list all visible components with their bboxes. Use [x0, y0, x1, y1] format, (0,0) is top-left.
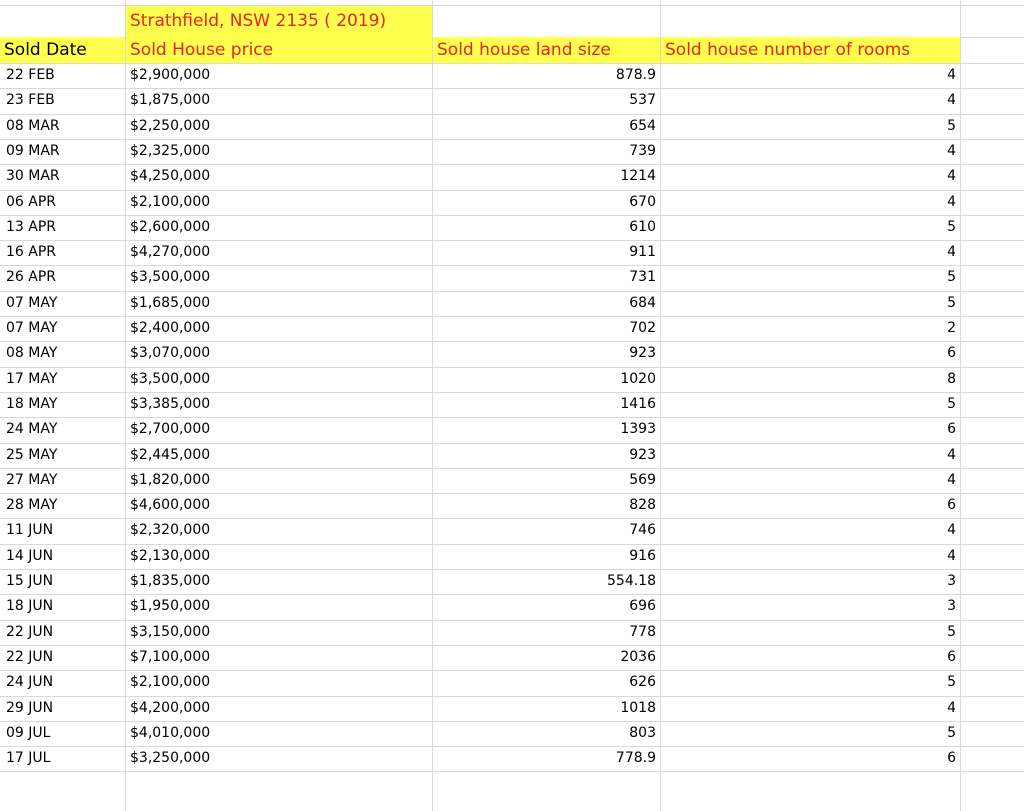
table-row: [0, 417, 1024, 442]
cell-sold-price[interactable]: $2,400,000: [130, 320, 211, 336]
table-row: [0, 721, 1024, 746]
cell-rooms[interactable]: 5: [947, 294, 956, 311]
cell-sold-date[interactable]: 09 MAR: [6, 142, 60, 159]
cell-sold-price[interactable]: $4,600,000: [130, 497, 211, 514]
table-row: [0, 341, 1024, 366]
cell-sold-price[interactable]: $2,100,000: [130, 674, 211, 691]
table-row: [0, 645, 1024, 670]
table-row: [0, 620, 1024, 645]
cell-rooms[interactable]: 3: [947, 598, 956, 615]
cell-rooms[interactable]: 5: [947, 218, 956, 235]
table-row: [0, 493, 1024, 518]
cell-rooms[interactable]: 4: [947, 92, 956, 109]
cell-rooms[interactable]: 4: [947, 244, 956, 261]
cell-land-size[interactable]: 684: [629, 294, 656, 311]
cell-rooms[interactable]: 4: [947, 471, 956, 488]
cell-sold-price[interactable]: $3,500,000: [130, 370, 211, 387]
cell-land-size[interactable]: 739: [629, 142, 656, 159]
cell-rooms[interactable]: 4: [947, 522, 956, 539]
cell-land-size[interactable]: 731: [629, 269, 656, 286]
cell-land-size[interactable]: 2036: [620, 648, 656, 665]
cell-rooms[interactable]: 4: [947, 446, 956, 463]
cell-sold-date[interactable]: 16 APR: [6, 244, 57, 261]
cell-land-size[interactable]: 803: [629, 724, 656, 741]
cell-land-size[interactable]: 923: [629, 345, 656, 362]
cell-land-size[interactable]: 554.18: [607, 573, 656, 589]
sheet-title-cell[interactable]: [126, 6, 432, 37]
cell-rooms[interactable]: 4: [947, 547, 956, 564]
header-rooms[interactable]: [661, 37, 960, 63]
table-row: [0, 190, 1024, 215]
sheet-title: Strathfield, NSW 2135 ( 2019): [130, 11, 387, 31]
row-divider: [0, 771, 1024, 772]
table-row: [0, 392, 1024, 417]
cell-sold-price[interactable]: $1,835,000: [130, 573, 211, 589]
cell-sold-price[interactable]: $2,600,000: [130, 218, 211, 235]
cell-sold-price[interactable]: $2,445,000: [130, 446, 211, 463]
cell-sold-date[interactable]: 30 MAR: [6, 168, 60, 185]
table-row: [0, 696, 1024, 721]
cell-sold-date[interactable]: 24 JUN: [6, 674, 54, 691]
cell-rooms[interactable]: 6: [947, 648, 956, 665]
cell-rooms[interactable]: 8: [947, 370, 956, 387]
cell-land-size[interactable]: 778: [629, 623, 656, 640]
table-row: [0, 443, 1024, 468]
cell-land-size[interactable]: 911: [629, 244, 656, 261]
table-row: [0, 746, 1024, 771]
table-row: [0, 569, 1024, 594]
cell-sold-date[interactable]: 24 MAY: [6, 421, 58, 438]
table-row: [0, 240, 1024, 265]
cell-sold-date[interactable]: 27 MAY: [6, 471, 58, 488]
cell-sold-price[interactable]: $3,070,000: [130, 345, 211, 362]
cell-sold-price[interactable]: $2,100,000: [130, 193, 211, 210]
cell-sold-date[interactable]: 22 JUN: [6, 623, 54, 640]
cell-sold-date[interactable]: 15 JUN: [6, 573, 54, 589]
table-row: [0, 291, 1024, 316]
table-row: [0, 114, 1024, 139]
cell-rooms[interactable]: 5: [947, 117, 956, 134]
cell-sold-price[interactable]: $4,010,000: [130, 724, 211, 741]
table-row: [0, 670, 1024, 695]
cell-sold-price[interactable]: $1,820,000: [130, 471, 211, 488]
cell-rooms[interactable]: 5: [947, 724, 956, 741]
cell-sold-price[interactable]: $2,250,000: [130, 117, 211, 134]
cell-sold-price[interactable]: $2,130,000: [130, 547, 211, 564]
cell-rooms[interactable]: 5: [947, 395, 956, 412]
cell-land-size[interactable]: 696: [629, 598, 656, 615]
cell-land-size[interactable]: 923: [629, 446, 656, 463]
table-row: [0, 88, 1024, 113]
cell-land-size[interactable]: 1214: [620, 168, 656, 185]
cell-sold-date[interactable]: 18 MAY: [6, 395, 58, 412]
table-row: [0, 164, 1024, 189]
table-row: [0, 215, 1024, 240]
cell-sold-price[interactable]: $2,700,000: [130, 421, 211, 438]
header-sold-price[interactable]: [126, 37, 432, 63]
cell-sold-date[interactable]: 17 MAY: [6, 370, 58, 387]
table-row: [0, 367, 1024, 392]
cell-sold-date[interactable]: 06 APR: [6, 193, 57, 210]
cell-sold-date[interactable]: 28 MAY: [6, 497, 58, 514]
cell-sold-price[interactable]: $4,200,000: [130, 699, 211, 716]
cell-rooms[interactable]: 5: [947, 623, 956, 640]
cell-sold-price[interactable]: $2,325,000: [130, 142, 211, 159]
header-land-size[interactable]: [433, 37, 660, 63]
table-row: [0, 544, 1024, 569]
cell-rooms[interactable]: 4: [947, 168, 956, 185]
cell-sold-date[interactable]: 14 JUN: [6, 547, 54, 564]
cell-sold-price[interactable]: $3,500,000: [130, 269, 211, 286]
table-row: [0, 139, 1024, 164]
cell-land-size[interactable]: 610: [629, 218, 656, 235]
cell-sold-price[interactable]: $3,150,000: [130, 623, 211, 640]
cell-sold-date[interactable]: 08 MAY: [6, 345, 58, 362]
cell-land-size[interactable]: 1393: [620, 421, 656, 438]
cell-rooms[interactable]: 4: [947, 67, 956, 83]
cell-sold-price[interactable]: $2,320,000: [130, 522, 211, 539]
cell-sold-price[interactable]: $7,100,000: [130, 648, 211, 665]
cell-land-size[interactable]: 878.9: [615, 67, 656, 83]
cell-sold-date[interactable]: 09 JUL: [6, 724, 51, 741]
cell-rooms[interactable]: 4: [947, 699, 956, 716]
table-row: [0, 265, 1024, 290]
cell-sold-date[interactable]: 13 APR: [6, 218, 57, 235]
cell-rooms[interactable]: 6: [947, 345, 956, 362]
cell-land-size[interactable]: 569: [629, 471, 656, 488]
table-row: [0, 518, 1024, 543]
cell-rooms[interactable]: 6: [947, 750, 956, 767]
cell-land-size[interactable]: 916: [629, 547, 656, 564]
cell-land-size[interactable]: 1020: [620, 370, 656, 387]
cell-sold-date[interactable]: 17 JUL: [6, 750, 51, 767]
header-land-size-label: Sold house land size: [437, 40, 611, 60]
cell-land-size[interactable]: 828: [629, 497, 656, 514]
cell-sold-price[interactable]: $1,685,000: [130, 294, 211, 311]
cell-sold-date[interactable]: 08 MAR: [6, 117, 60, 134]
cell-land-size[interactable]: 746: [629, 522, 656, 539]
cell-rooms[interactable]: 5: [947, 269, 956, 286]
table-row: [0, 594, 1024, 619]
cell-land-size[interactable]: 1018: [620, 699, 656, 716]
cell-sold-price[interactable]: $1,950,000: [130, 598, 211, 615]
header-sold-date[interactable]: [0, 37, 125, 63]
cell-sold-date[interactable]: 23 FEB: [6, 92, 55, 109]
cell-sold-price[interactable]: $3,250,000: [130, 750, 211, 767]
cell-sold-price[interactable]: $1,875,000: [130, 92, 211, 109]
cell-sold-price[interactable]: $4,270,000: [130, 244, 211, 261]
cell-sold-date[interactable]: 18 JUN: [6, 598, 54, 615]
cell-rooms[interactable]: 4: [947, 142, 956, 159]
cell-land-size[interactable]: 670: [629, 193, 656, 210]
table-row: [0, 63, 1024, 88]
header-sold-price-label: Sold House price: [130, 40, 274, 60]
cell-rooms[interactable]: 2: [947, 320, 956, 336]
table-row: [0, 468, 1024, 493]
cell-rooms[interactable]: 6: [947, 497, 956, 514]
cell-land-size[interactable]: 654: [629, 117, 656, 134]
cell-land-size[interactable]: 778.9: [615, 750, 656, 767]
cell-rooms[interactable]: 4: [947, 193, 956, 210]
cell-sold-date[interactable]: 26 APR: [6, 269, 57, 286]
cell-sold-date[interactable]: 07 MAY: [6, 294, 58, 311]
cell-sold-date[interactable]: 25 MAY: [6, 446, 58, 463]
cell-sold-price[interactable]: $4,250,000: [130, 168, 211, 185]
cell-land-size[interactable]: 1416: [620, 395, 656, 412]
cell-rooms[interactable]: 5: [947, 674, 956, 691]
header-rooms-label: Sold house number of rooms: [665, 40, 911, 60]
cell-sold-price[interactable]: $3,385,000: [130, 395, 211, 412]
cell-sold-date[interactable]: 07 MAY: [6, 320, 58, 336]
cell-land-size[interactable]: 537: [629, 92, 656, 109]
table-row: [0, 316, 1024, 341]
cell-sold-date[interactable]: 29 JUN: [6, 699, 54, 716]
cell-land-size[interactable]: 626: [629, 674, 656, 691]
cell-rooms[interactable]: 6: [947, 421, 956, 438]
cell-land-size[interactable]: 702: [629, 320, 656, 336]
header-sold-date-label: Sold Date: [4, 40, 87, 60]
cell-sold-date[interactable]: 11 JUN: [6, 522, 54, 539]
cell-rooms[interactable]: 3: [947, 573, 956, 589]
cell-sold-date[interactable]: 22 JUN: [6, 648, 54, 665]
cell-sold-price[interactable]: $2,900,000: [130, 67, 211, 83]
cell-sold-date[interactable]: 22 FEB: [6, 67, 55, 83]
